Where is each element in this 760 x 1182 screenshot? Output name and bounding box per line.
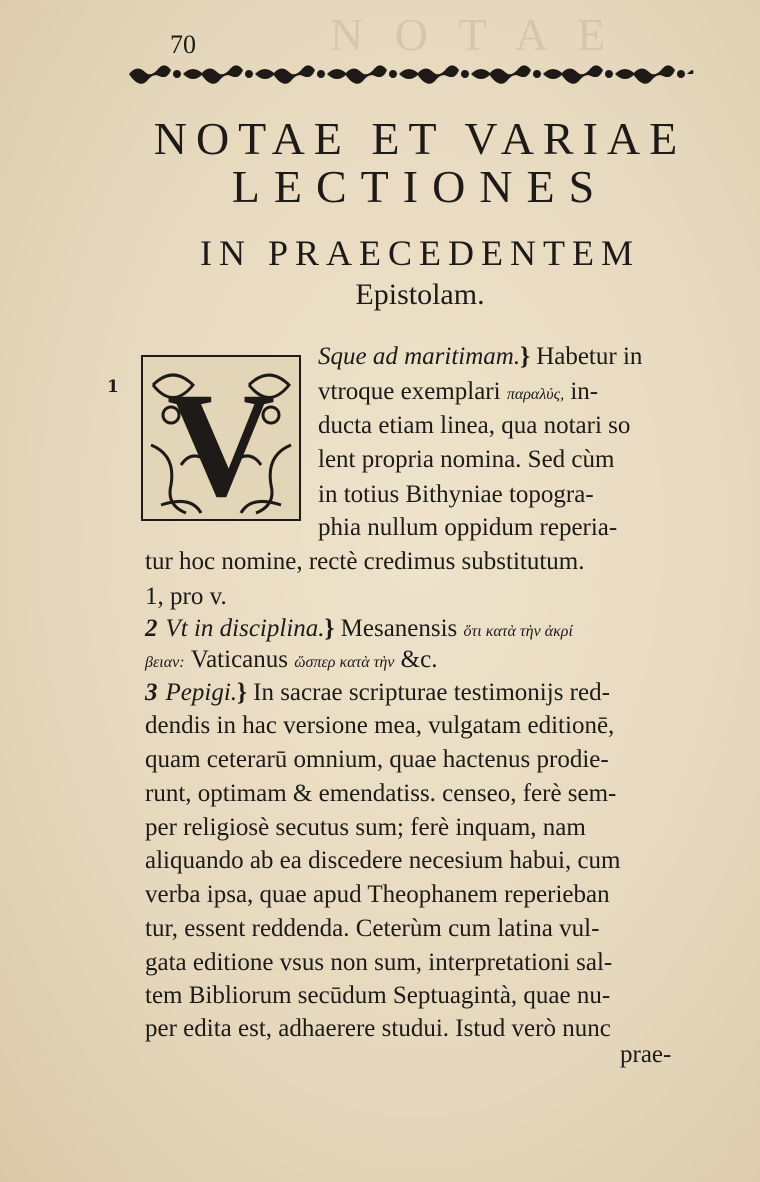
catchword: prae- (620, 1041, 672, 1068)
heading-line-4: Epistolam. (355, 278, 485, 311)
note-line: runt, optimam & emendatiss. censeo, ferè sem- (145, 780, 617, 807)
greek-text: παραλύς, (506, 386, 565, 403)
note-line: 3 Pepigi.} In sacrae scripturae testimonijs red- (145, 679, 610, 706)
note-line: per religiosè secutus sum; ferè inquam, nam (145, 814, 586, 841)
note-line: lent propria nomina. Sed cùm (318, 446, 615, 473)
note-line: tur, essent reddenda. Ceterùm cum latina vul- (145, 915, 600, 942)
ornament-unit (345, 65, 419, 83)
initial-letter: V (166, 362, 276, 521)
note-lemma: Pepigi. (165, 679, 238, 706)
note-line: verba ipsa, quae apud Theophanem reperieban (145, 881, 610, 908)
note-line: vtroque exemplari παραλύς, in- (318, 378, 599, 405)
note-line: Sque ad maritimam.} Habetur in (318, 343, 643, 370)
heading-line-2: LECTIONES (231, 161, 609, 212)
note-line: 2 Vt in disciplina.} Mesanensis ὅτι κατὰ τὴν ἀκρί (145, 615, 573, 642)
ornament-unit (417, 65, 491, 83)
brace-symbol: } (520, 343, 530, 370)
note-line: tur hoc nomine, rectè credimus substitutum. (145, 548, 585, 575)
ornament-unit (489, 65, 563, 83)
marginal-note-number: 1 (107, 377, 119, 397)
note-line: phia nullum oppidum reperia- (318, 514, 618, 541)
note-line: per edita est, adhaerere studui. Istud verò nunc (145, 1015, 611, 1042)
ornament-unit (129, 65, 203, 83)
ornament-unit (273, 65, 347, 83)
page-number: 70 (170, 30, 196, 59)
note-lemma: Sque ad maritimam. (318, 343, 521, 370)
note-line: 1, pro v. (145, 583, 227, 610)
note-line: tem Bibliorum secūdum Septuagintà, quae nu- (145, 982, 611, 1009)
ornament-unit (201, 65, 275, 83)
ornament-unit (633, 65, 693, 83)
note-line: ducta etiam linea, qua notari so (318, 412, 631, 439)
heading-line-3: IN PRAECEDENTEM (200, 233, 640, 273)
greek-text: ὅτι κατὰ τὴν ἀκρί (463, 623, 573, 640)
heading-line-1: NOTAE ET VARIAE (153, 113, 687, 164)
note-lemma: Vt in disciplina. (165, 615, 325, 642)
decorated-initial (141, 355, 301, 521)
note-line: in totius Bithyniae topogra- (318, 481, 594, 508)
note-line: βειαν: Vaticanus ὥσπερ κατὰ τὴν &c. (145, 646, 438, 673)
note-line: aliquando ab ea discedere necesium habui, cum (145, 847, 621, 874)
note-line: quam ceterarū omnium, quae hactenus prodie- (145, 746, 609, 773)
note-line: dendis in hac versione mea, vulgatam editionē, (145, 712, 615, 739)
note-line: gata editione vsus non sum, interpretationi sal- (145, 949, 613, 976)
greek-text: βειαν: (145, 654, 185, 671)
ornament-band (127, 63, 695, 85)
bleed-through-text: N O T A E (330, 9, 616, 60)
note-number: 3 (145, 679, 158, 706)
greek-text: ὥσπερ κατὰ τὴν (294, 654, 395, 671)
ornament-unit (561, 65, 635, 83)
note-number: 2 (145, 615, 158, 642)
